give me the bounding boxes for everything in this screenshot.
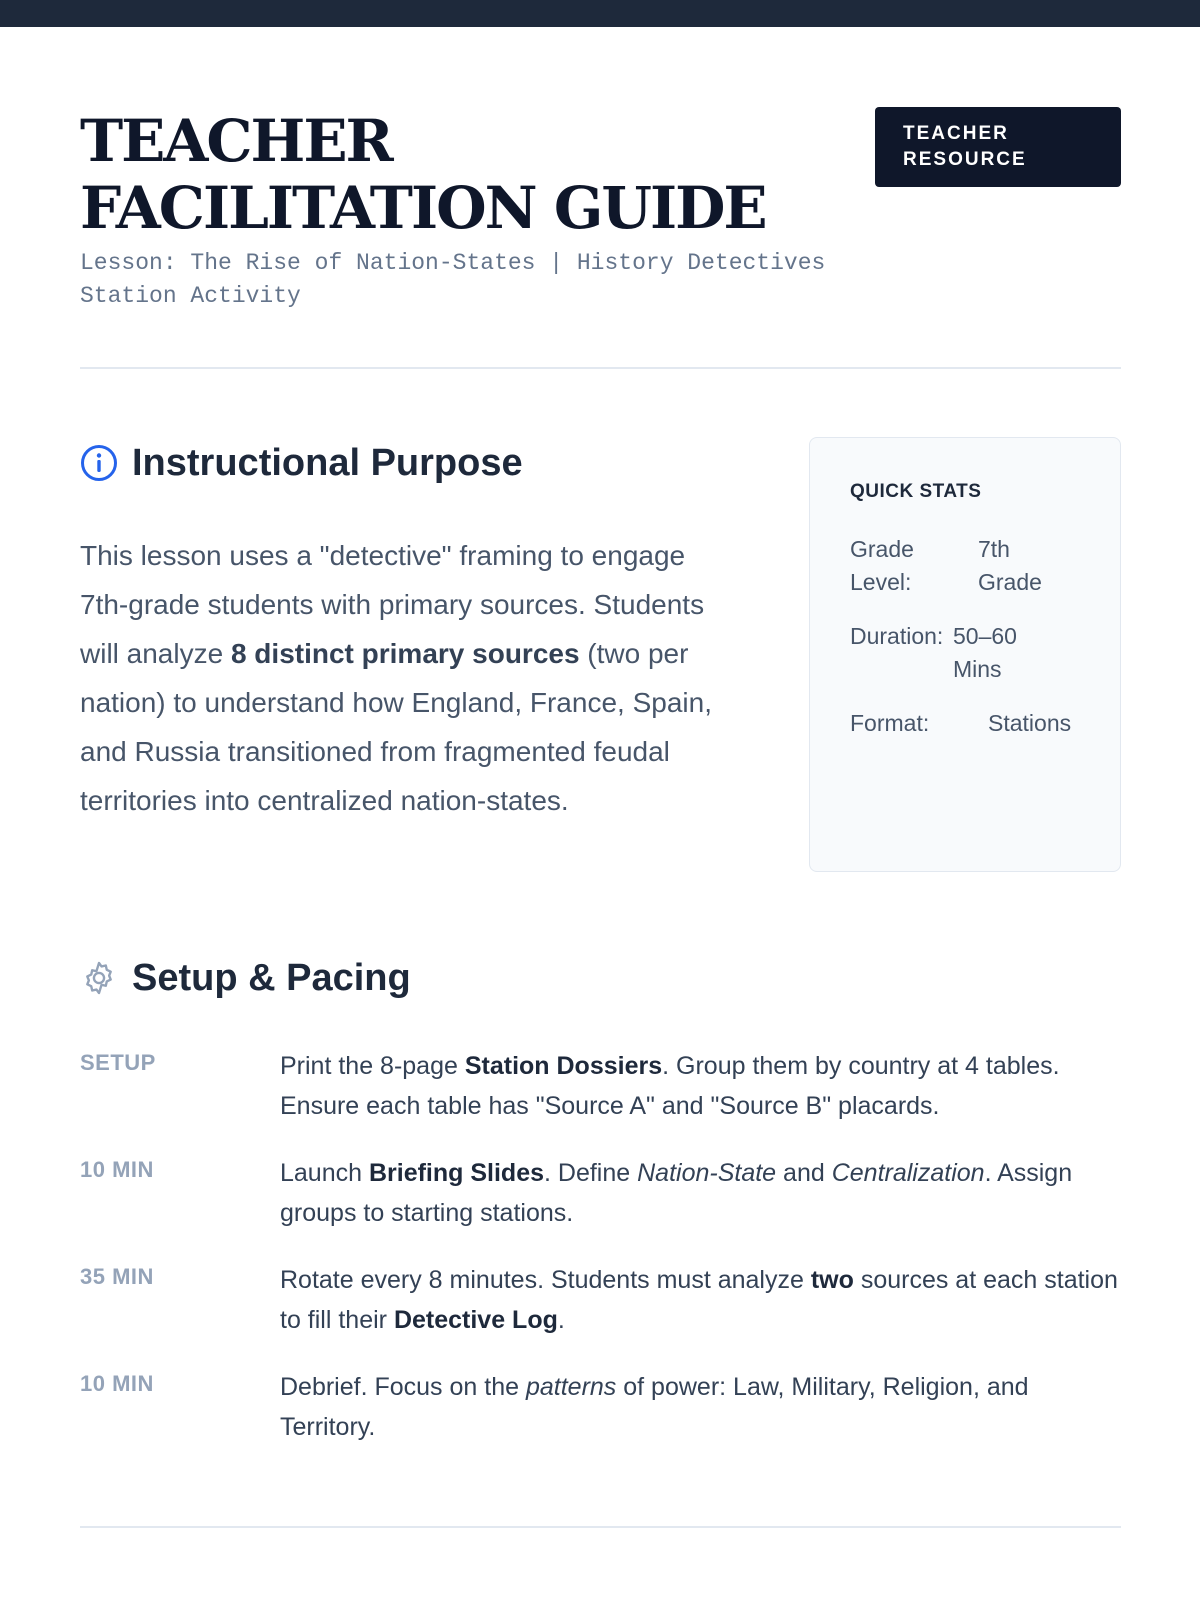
duration-value-line-2: Mins [953,656,1002,682]
row-bold-text: Briefing Slides [368,1159,545,1187]
row-italic-text: Centralization [831,1159,985,1187]
pacing-heading [80,955,411,1001]
badge-line-2: RESOURCE [903,149,1027,170]
top-bar [0,0,1200,27]
grade-label-line-1: Grade [850,536,914,562]
duration-label: Duration: [850,623,944,649]
grade-value-line-1: 7th [978,536,1010,562]
purpose-text-highlight: 8 distinct primary sources [230,638,580,669]
pacing-title: Setup & Pacing [132,957,411,999]
pacing-description [280,1260,1125,1340]
pacing-time: 10 MIN [80,1371,154,1396]
grade-label [850,533,914,599]
row-text: and [776,1159,832,1187]
row-bold-text: Station Dossiers [464,1052,663,1080]
row-text: Rotate every 8 minutes. Students must analyze [280,1266,811,1294]
page-title: TEACHER FACILITATION GUIDE [80,107,766,242]
row-text: Debrief. Focus on the [280,1373,526,1401]
duration-value-line-1: 50–60 [953,623,1017,649]
purpose-title: Instructional Purpose [132,442,523,484]
pacing-description [280,1046,1125,1126]
gear-icon [80,959,118,997]
duration-value [953,620,1017,686]
row-text: sources at each station to fill their [280,1266,1118,1334]
format-value: Stations [988,710,1072,736]
row-text: Launch [280,1159,369,1187]
grade-value-line-2: Grade [978,569,1042,595]
pacing-time: 35 MIN [80,1264,154,1289]
badge-line-1: TEACHER [903,123,1009,144]
row-bold-text: Detective Log [393,1306,558,1334]
grade-label-line-2: Level: [850,569,912,595]
pacing-time: SETUP [80,1050,156,1075]
format-label: Format: [850,710,930,736]
quick-stats-title: QUICK STATS [850,481,982,502]
row-text: of power: Law, Military, Religion, and Territory. [280,1373,1029,1441]
pacing-description [280,1153,1125,1233]
row-italic-text: patterns [525,1373,617,1401]
grade-value [978,533,1042,599]
purpose-text-start: This lesson uses a "detective" framing to engage 7th-grade students with primary sources. Students will analyze [80,540,705,669]
lesson-subtitle: Lesson: The Rise of Nation-States | History Detectives Station Activity [80,250,826,309]
row-text: . Assign groups to starting stations. [280,1159,1073,1227]
info-circle-icon [80,444,118,482]
purpose-paragraph [80,531,740,825]
pacing-description [280,1367,1125,1447]
header-divider [80,367,1121,369]
row-bold-text: two [810,1266,854,1294]
pacing-time: 10 MIN [80,1157,154,1182]
row-text: . [557,1306,565,1334]
teacher-resource-badge [875,107,1121,187]
quick-stats-card [809,437,1121,872]
row-text: Print the 8-page [280,1052,465,1080]
row-italic-text: Nation-State [637,1159,777,1187]
row-text: . Define [544,1159,638,1187]
purpose-text-end: (two per nation) to understand how England, France, Spain, and Russia transitioned from fragmented feudal territories into centralized nation-states. [80,638,712,816]
purpose-heading [80,440,523,486]
row-text: . Group them by country at 4 tables. Ensure each table has "Source A" and "Source B" placards. [280,1052,1060,1120]
footer-divider [80,1526,1121,1528]
